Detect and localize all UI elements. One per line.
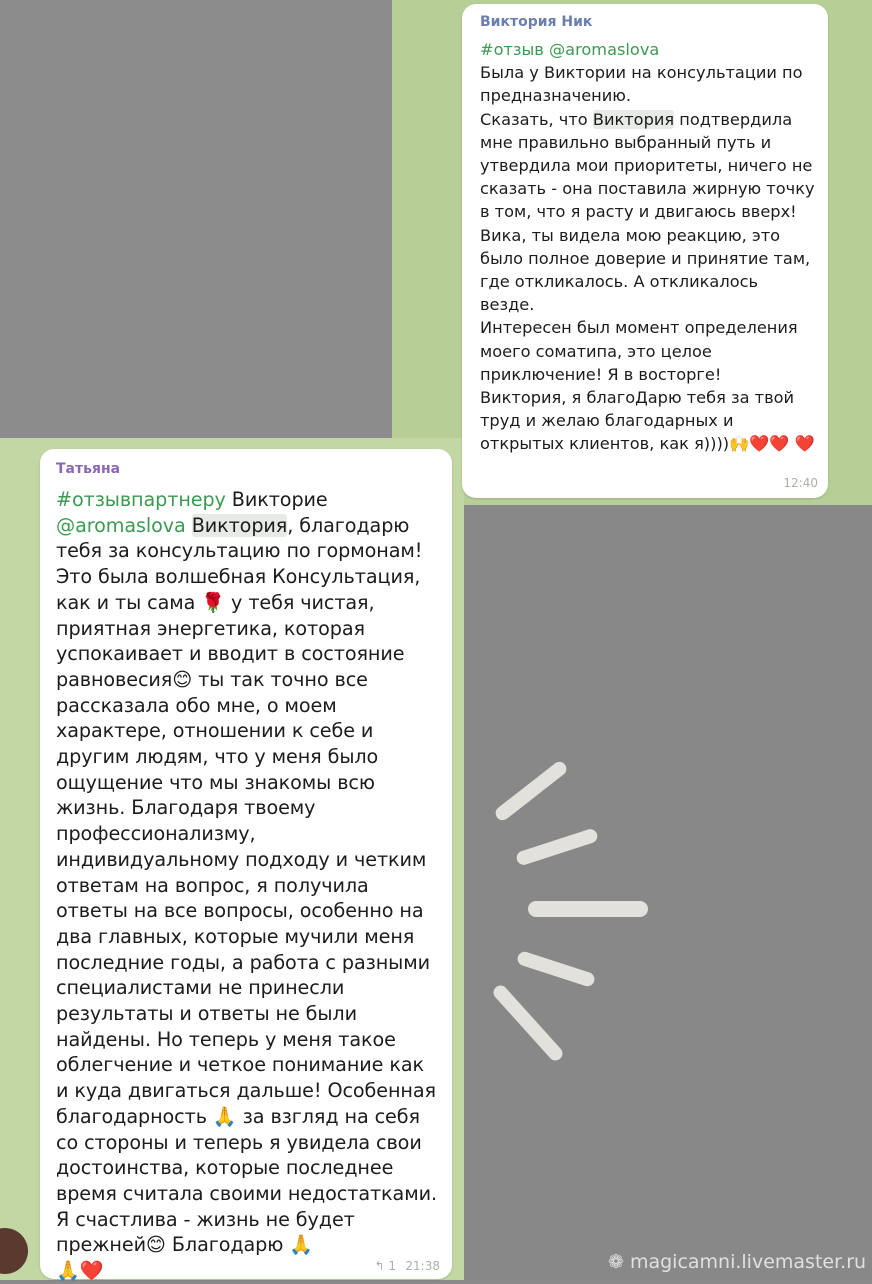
watermark: ❁ magicamni.livemaster.ru xyxy=(608,1251,867,1273)
mention-link[interactable]: @aromaslova xyxy=(56,513,186,537)
sender-name[interactable]: Татьяна xyxy=(56,461,121,477)
message-time: 21:38 xyxy=(405,1259,440,1273)
message-text: #отзыв @aromaslova Была у Виктории на консультации по предназначению. Сказать, что Виктория подтвердила мне правильно выбранный путь и утвердила мои приоритеты, ничего не сказать - она поставила жирную точку в том, что я расту и двигаюсь вверх! Вика, ты видела мою реакцию, это было полное доверие и принятие там, где откликалось. А откликалось везде. Интересен был момент определения моего соматипа, это целое приключение! Я в восторге! Виктория, я благоДарю тебя за твой труд и желаю благодарных и открытых клиентов, как я))))🙌❤️❤️ ❤️ xyxy=(480,40,815,454)
hashtag-link[interactable]: #отзыв xyxy=(480,40,544,59)
message-bubble-top[interactable] xyxy=(462,4,828,498)
hashtag-link[interactable]: #отзывпартнеру xyxy=(56,488,226,511)
background-right xyxy=(462,500,872,1280)
mention-link[interactable]: @aromaslova xyxy=(548,40,660,59)
message-bubble-bottom[interactable] xyxy=(40,449,452,1283)
sender-name[interactable]: Виктория Ник xyxy=(480,14,593,30)
message-text: #отзывпартнеру Викторие @aromaslova Виктория, благодарю тебя за консультацию по гормонам! Это была волшебная Консультация, как и ты сама 🌹 у тебя чистая, приятная энергетика, которая успокаивает и вводит в состояние равновесия😊 ты так точно все рассказала обо мне, о моем характере, отношении к себе и другим людям, что у меня было ощущение что мы знакомы всю жизнь. Благодаря твоему профессионализму, индивидуальному подходу и четким ответам на вопрос, я получила ответы на все вопросы, особенно на два главных, которые мучили меня последние годы, а работа с разными специалистами не принесли результаты и ответы не были найдены. Но теперь у меня такое облегчение и четкое понимание как и куда двигаться дальше! Особенная благодарность 🙏 за взгляд на себя со стороны и теперь я увидела свои достоинства, которые последнее время считала своими недостатками. Я счастлива - жизнь не будет прежней😊 Благодарю 🙏 🙏❤️ xyxy=(56,488,437,1283)
message-time: 12:40 xyxy=(783,476,818,490)
decorative-stroke xyxy=(528,901,648,917)
reply-count: ↰ 1 xyxy=(374,1259,396,1273)
emoji-hearts: 🙌❤️❤️ ❤️ xyxy=(729,434,815,454)
